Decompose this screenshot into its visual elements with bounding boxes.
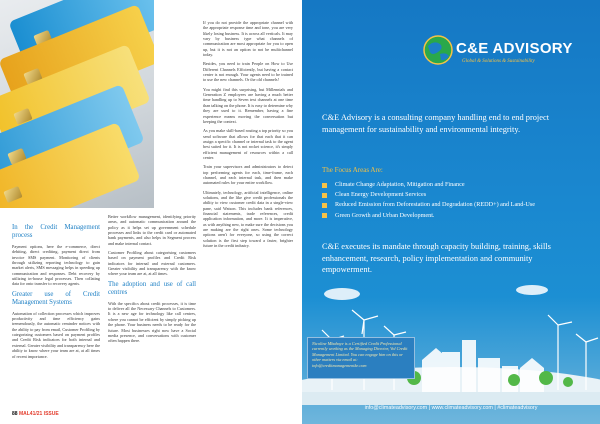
page-footer (12, 411, 59, 417)
paragraph: If you do not provide the appropriate channel with the appropriate response time and tone, you are very likely losing business. It is across all verticals. It may vary by business type what channels of communication are most appropriate for you to open up, but it is not an option to not be multichannel today. (203, 20, 293, 58)
paragraph: Better workflow management, identifying priority areas, and automatic communication around the policy as it helps set up government schedule processes and links to the credit card or automated bank payments, and also helps in Segment process and make internal contact. (108, 214, 196, 246)
square-bullet-icon (322, 183, 327, 188)
company-logo (422, 32, 592, 72)
paragraph: Ultimately, technology, artificial intelligence, online solutions, and the like give credit professionals the ability to view customer credit data in a single-view pane, said Watson. This includes bank references, financial statements, trade references, credit application information, and more. It is imperative, as with anything new, to make sure the decisions you are making are the right ones. Some technology options aren't for everyone, so using the correct solution is the first step toward a faster, brighter future in the credit industry. (203, 189, 293, 249)
paragraph: You might find this surprising, but Millennials and Generation Z employees are having a much better time handling up to Seven text channels at one time than talking on the phone. It is easy to determine why they are used to it. Remember, having a fine experience means moving the conversation but keeping the context. (203, 86, 293, 124)
focus-areas-title: The Focus Areas Are: (322, 166, 383, 174)
list-item: Climate Change Adaptation, Mitigation and Finance (322, 180, 584, 190)
section-heading: In the Credit Management process (12, 224, 100, 239)
paragraph: Automation of collection processes which improves productivity and time efficiency gains tremendously, the automatic reminder notices with the ability to pay from email, Customer Profiling by categorizing customers based on payment profiles and Credit Risk indicators for both internal and external. Greater visibility and transparency here the ability to know where your team are at, at all times of recent importance. (12, 310, 101, 359)
contact-line[interactable]: info@climateadvisory.com | www.climateadvisory.com | #climateadvisory (364, 405, 538, 411)
paragraph: Besides, you need to train People on How to Use Different Channels Efficiently, but having a contact center is not enough. Your agents need to be trained to use the new channels. Or the old channels! (203, 61, 293, 83)
square-bullet-icon (322, 203, 327, 208)
page-number: 88 (12, 411, 18, 417)
company-name: C&E ADVISORY (456, 40, 573, 57)
right-page-advert (302, 0, 600, 424)
intro-text: C&E Advisory is a consulting company handling end to end project management for sustainability and environmental integrity. (322, 113, 550, 134)
text-column-3 (203, 20, 293, 252)
text-column-2 (108, 214, 196, 348)
list-item: Clean Energy Development Services (322, 190, 584, 200)
section-heading: The adoption and use of call centres (108, 280, 196, 296)
paragraph: Payment options, here the e-commerce, direct debiting, direct crediting, payment direct from invoice SMS payment. Monitoring of clients through utilizing reporting technology to gain market alerts, SMS messaging helps in speeding up communication and responses. Debt recovery by utilizing in-house legal processes. Then collating data for onto transfer to recovery agents. (12, 244, 100, 287)
list-item: Green Growth and Urban Development. (322, 211, 584, 221)
paragraph: As you make skill-based routing a top priority so you send software that allows for that each that it can assign a specific channel or internal task to the agent best suited for it. It is not rocket science, it's simply efficient management of resources within a call center. (203, 128, 293, 160)
mandate-text: C&E executes its mandate through capacity building, training, skills enhancement, research, policy implementation and community empowerment. (322, 242, 551, 274)
globe-icon (422, 34, 454, 66)
company-tagline: Global & Solutions & Sustainability (462, 59, 535, 64)
paragraph: With the specifics about credit processes, it is time to deliver all the Necessary Channels to Customers. It is a new age for technology like call centres, where you cannot be efficient by simply picking up the phone. Your business needs to be ready for the future. Most businesses right now have a Social media presence, and conversations with customer often happen there. (108, 300, 196, 344)
issue-label: MAL41/21 ISSUE (18, 411, 59, 417)
square-bullet-icon (322, 193, 327, 198)
author-bio-box: Nicoline Mbabaye is a Certified Credit Professional currently working as the Managing Director, Vol Credit Management Limited. You can engage him on this or other matters via email at: info@creditmanagementke.com (307, 337, 415, 379)
text-column-1 (12, 222, 100, 363)
focus-areas-list (322, 180, 584, 221)
credit-cards-photo (0, 0, 154, 208)
square-bullet-icon (322, 213, 327, 218)
paragraph: Train your supervisors and administrators to detect top performing agents for each, time-frame, each channel, and each internal task, and then make automated rules for your entire workflow. (203, 164, 293, 186)
paragraph: Customer Profiling about categorising customers based on payment profiles and Credit Risk indicators for internal and external customers. Greater visibility and transparency with the know where your team are at, at all times. (108, 250, 196, 277)
list-item: Reduced Emission from Deforestation and Degradation (REDD+) and Land-Use (322, 200, 584, 210)
section-heading: Greater use of Credit Management Systems (12, 290, 100, 306)
